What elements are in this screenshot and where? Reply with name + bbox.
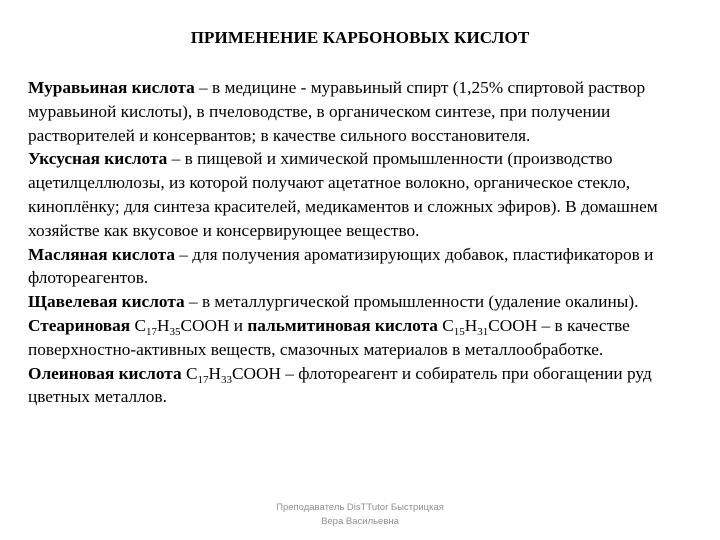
footer-line-2: Вера Васильевна <box>321 516 399 527</box>
acid-usage: – для получения ароматизирующих добавок, пластификаторов и флотореагентов. <box>28 244 654 288</box>
body-text <box>28 76 692 409</box>
footer-author <box>0 501 720 529</box>
connector-text: и <box>229 315 248 335</box>
acid-name: Муравьиная кислота <box>28 78 195 97</box>
acid-usage: – в медицине - муравьиный спирт (1,25% спиртовой раствор муравьиной кислоты), в пчеловодстве, в органическом синтезе, при получении растворителей и консервантов; в качестве сильного восстановителя. <box>28 78 646 145</box>
footer-line-1: Преподаватель DisTTutor Быстрицкая <box>276 502 444 513</box>
acid-usage: – флотореагент и собиратель при обогащении руд цветных металлов. <box>28 363 652 407</box>
acid-name: Олеиновая кислота <box>28 363 182 383</box>
acid-usage: – в пищевой и химической промышленности (производство ацетилцеллюлозы, из которой получают ацетатное волокно, органическое стекло, киноплёнку; для синтеза красителей, медикаментов и сложных эфиров). В домашнем хозяйстве как вкусовое и консервирующее вещество. <box>28 149 658 240</box>
item-oxalic-acid <box>28 290 692 314</box>
item-formic-acid <box>28 76 692 147</box>
acid-name: Уксусная кислота <box>28 149 168 169</box>
item-oleic-acid <box>28 362 692 410</box>
acid-usage: – в качестве поверхностно-активных веществ, смазочных материалов в металлообработке. <box>28 315 630 359</box>
chemical-formula: $C_{17}H_{33}COOH$ <box>185 363 281 386</box>
item-butyric-acid <box>28 243 692 291</box>
acid-name: Щавелевая кислота <box>28 292 185 312</box>
item-stearic-palmitic-acid <box>28 314 692 362</box>
slide-title: ПРИМЕНЕНИЕ КАРБОНОВЫХ КИСЛОТ <box>190 28 530 47</box>
acid-usage: – в металлургической промышленности (удаление окалины). <box>184 292 639 312</box>
chemical-formula-2: $C_{15}H_{31}COOH$ <box>442 315 538 338</box>
chemical-formula: $C_{17}H_{35}COOH$ <box>134 315 230 338</box>
acid-name: Стеариновая <box>28 315 131 335</box>
acid-name: Масляная кислота <box>28 244 175 264</box>
acid-name-2: пальмитиновая кислота <box>247 315 438 335</box>
item-acetic-acid <box>28 147 692 242</box>
